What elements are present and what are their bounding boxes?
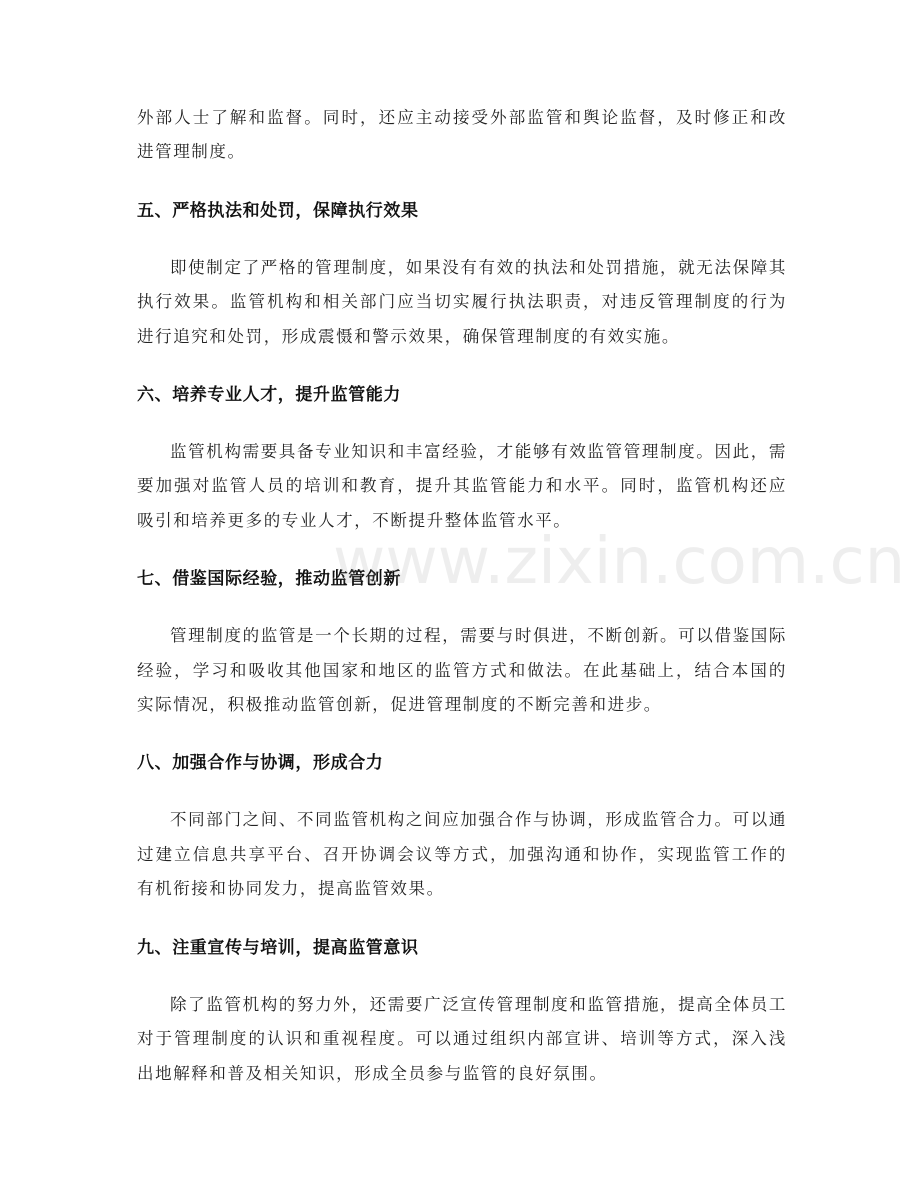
section-paragraph-8: 不同部门之间、不同监管机构之间应加强合作与协调，形成监管合力。可以通过建立信息共享平台、召开协调会议等方式，加强沟通和协作，实现监管工作的有机衔接和协同发力，提高监管效果。	[137, 810, 787, 899]
document-body	[137, 101, 906, 1091]
section-paragraph-6: 监管机构需要具备专业知识和丰富经验，才能够有效监管管理制度。因此，需要加强对监管人员的培训和教育，提升其监管能力和水平。同时，监管机构还应吸引和培养更多的专业人才，不断提升整体监管水平。	[137, 442, 787, 530]
watermark-text: www.zixin.com.cn	[333, 525, 906, 599]
section-paragraph-7: 管理制度的监管是一个长期的过程，需要与时俱进，不断创新。可以借鉴国际经验，学习和吸收其他国家和地区的监管方式和做法。在此基础上，结合本国的实际情况，积极推动监管创新，促进管理制度的不断完善和进步。	[137, 626, 787, 715]
section-paragraph-9: 除了监管机构的努力外，还需要广泛宣传管理制度和监管措施，提高全体员工对于管理制度的认识和重视程度。可以通过组织内部宣讲、培训等方式，深入浅出地解释和普及相关知识，形成全员参与监管的良好氛围。	[137, 994, 787, 1083]
section-heading-5: 五、严格执法和处罚，保障执行效果	[137, 200, 419, 221]
section-heading-7: 七、借鉴国际经验，推动监管创新	[137, 569, 401, 590]
section-heading-8: 八、加强合作与协调，形成合力	[137, 753, 384, 774]
paragraph-continuation: 外部人士了解和监督。同时，还应主动接受外部监管和舆论监督，及时修正和改进管理制度。	[137, 108, 787, 162]
section-heading-6: 六、培养专业人才，提升监管能力	[137, 385, 401, 406]
section-heading-9: 九、注重宣传与培训，提高监管意识	[137, 937, 419, 958]
section-paragraph-5: 即使制定了严格的管理制度，如果没有有效的执法和处罚措施，就无法保障其执行效果。监管机构和相关部门应当切实履行执法职责，对违反管理制度的行为进行追究和处罚，形成震慑和警示效果，确保管理制度的有效实施。	[137, 257, 787, 346]
